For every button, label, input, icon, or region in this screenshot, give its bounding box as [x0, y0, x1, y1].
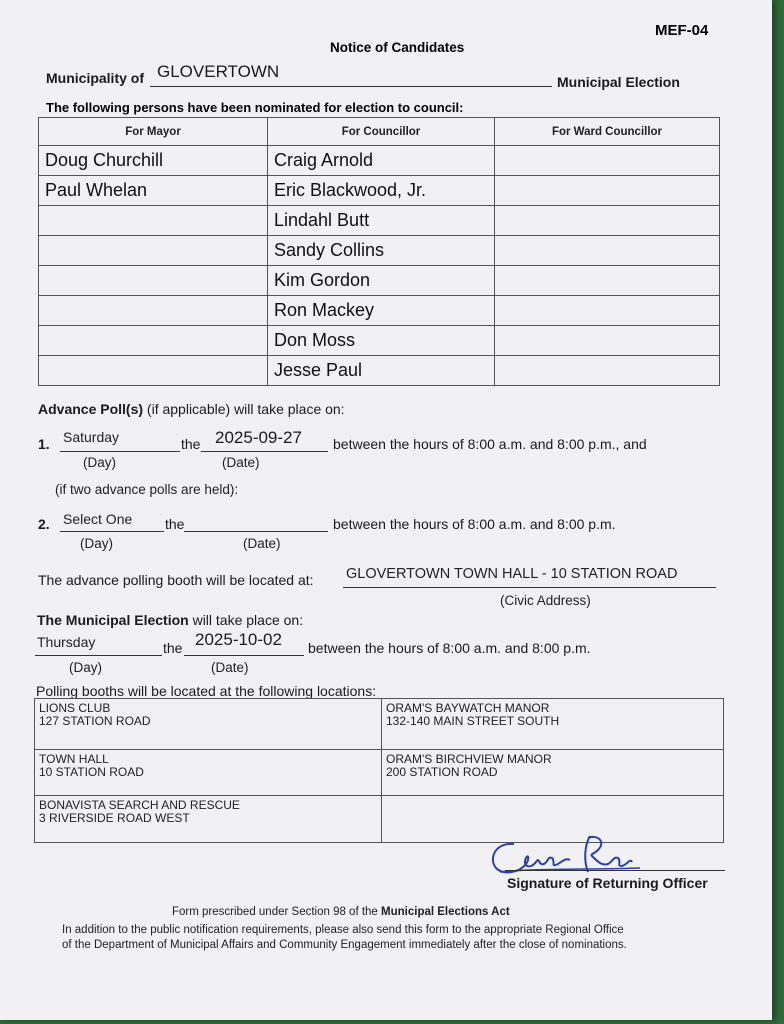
ward-cell [495, 176, 720, 206]
table-row [39, 206, 720, 236]
advance-date-1: 2025-09-27 [215, 428, 302, 447]
table-row [39, 356, 720, 386]
candidates-header-row [39, 118, 720, 146]
form-code: MEF-04 [655, 22, 709, 39]
poll-number-2: 2. [38, 516, 50, 532]
booth-cell: LIONS CLUB 127 STATION ROAD [35, 699, 382, 750]
the-word: the [163, 640, 183, 656]
signature-label: Signature of Returning Officer [507, 875, 708, 891]
booth-cell: BONAVISTA SEARCH AND RESCUE 3 RIVERSIDE ROAD WEST [35, 796, 382, 843]
table-row [39, 146, 720, 176]
poll-number-1: 1. [38, 436, 50, 452]
ward-cell [495, 236, 720, 266]
advance-poll-heading: Advance Poll(s) (if applicable) will take place on: [38, 401, 345, 417]
mayor-cell [39, 326, 268, 356]
councillor-cell: Jesse Paul [268, 356, 495, 386]
advance-day-1: Saturday [63, 429, 120, 445]
election-day: Thursday [37, 634, 96, 650]
candidates-table [38, 117, 720, 386]
booth-cell: ORAM'S BAYWATCH MANOR 132-140 MAIN STREET SOUTH [382, 699, 724, 750]
date2-underline [184, 531, 328, 532]
two-polls-note: (if two advance polls are held): [55, 482, 239, 497]
ward-cell [495, 326, 720, 356]
municipality-underline [150, 86, 552, 87]
councillor-cell: Lindahl Butt [268, 206, 495, 236]
mayor-cell [39, 236, 268, 266]
mayor-cell [39, 206, 268, 236]
mayor-cell: Paul Whelan [39, 176, 268, 206]
table-row [39, 236, 720, 266]
civic-address-caption: (Civic Address) [500, 593, 591, 608]
date-caption: (Date) [243, 536, 281, 551]
day-caption: (Day) [83, 455, 116, 470]
advance-day-2: Select One [63, 511, 133, 527]
the-word: the [181, 436, 201, 452]
ward-cell [495, 356, 720, 386]
ward-cell [495, 146, 720, 176]
advance-booth-address: GLOVERTOWN TOWN HALL - 10 STATION ROAD [346, 566, 678, 582]
day-caption: (Day) [80, 536, 113, 551]
day2-underline [60, 531, 164, 532]
form-title: Notice of Candidates [330, 40, 465, 55]
polling-booths-table [34, 698, 724, 843]
ward-cell [495, 206, 720, 236]
table-row [39, 326, 720, 356]
election-day-underline [35, 655, 162, 656]
prescribed-line: Form prescribed under Section 98 of the Municipal Elections Act [172, 906, 510, 918]
day1-underline [60, 451, 180, 452]
table-row [39, 266, 720, 296]
booth-underline [343, 587, 716, 588]
booth-cell: TOWN HALL 10 STATION ROAD [35, 750, 382, 796]
table-row [35, 750, 724, 796]
advance-hours-2: between the hours of 8:00 a.m. and 8:00 p.m. [333, 516, 616, 532]
footer-line-1: In addition to the public notification requirements, please also send this form to the appropriate Regional Office [62, 924, 624, 936]
mayor-cell [39, 266, 268, 296]
footer-line-2: of the Department of Municipal Affairs and Community Engagement immediately after the close of nominations. [62, 939, 627, 951]
header-ward-councillor: For Ward Councillor [495, 118, 720, 146]
councillor-cell: Ron Mackey [268, 296, 495, 326]
councillor-cell: Kim Gordon [268, 266, 495, 296]
election-hours: between the hours of 8:00 a.m. and 8:00 p.m. [308, 640, 591, 656]
header-mayor: For Mayor [39, 118, 268, 146]
signature-underline [505, 870, 725, 871]
election-date: 2025-10-02 [195, 630, 282, 649]
councillor-cell: Eric Blackwood, Jr. [268, 176, 495, 206]
municipality-value: GLOVERTOWN [157, 62, 280, 81]
councillor-cell: Sandy Collins [268, 236, 495, 266]
election-heading: The Municipal Election will take place on: [37, 612, 304, 628]
municipal-election-label: Municipal Election [557, 74, 680, 90]
election-date-underline [184, 655, 304, 656]
advance-hours-1: between the hours of 8:00 a.m. and 8:00 p.m., and [333, 436, 647, 452]
booths-heading: Polling booths will be located at the following locations: [36, 683, 377, 699]
the-word: the [165, 516, 185, 532]
date-caption: (Date) [222, 455, 260, 470]
ward-cell [495, 266, 720, 296]
date-caption: (Date) [211, 660, 249, 675]
councillor-cell: Don Moss [268, 326, 495, 356]
table-row [35, 699, 724, 750]
advance-booth-label: The advance polling booth will be located at: [38, 572, 314, 588]
nominated-heading: The following persons have been nominated for election to council: [46, 100, 464, 115]
councillor-cell: Craig Arnold [268, 146, 495, 176]
table-row [39, 296, 720, 326]
booth-cell: ORAM'S BIRCHVIEW MANOR 200 STATION ROAD [382, 750, 724, 796]
table-row [39, 176, 720, 206]
mayor-cell: Doug Churchill [39, 146, 268, 176]
date1-underline [201, 451, 328, 452]
header-councillor: For Councillor [268, 118, 495, 146]
day-caption: (Day) [69, 660, 102, 675]
municipality-label: Municipality of [46, 70, 144, 86]
ward-cell [495, 296, 720, 326]
mayor-cell [39, 296, 268, 326]
mayor-cell [39, 356, 268, 386]
